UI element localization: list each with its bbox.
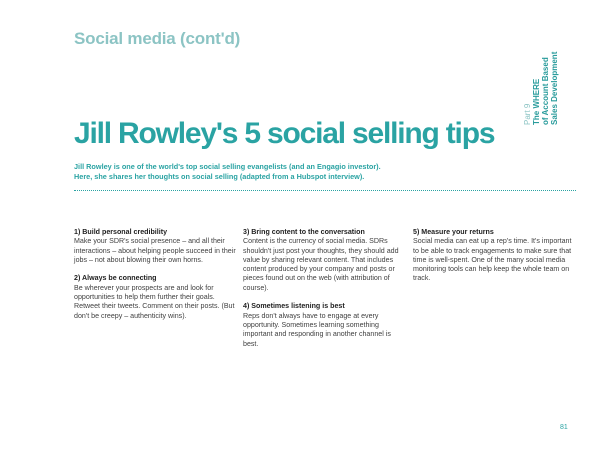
tip-1-body: Make your SDR's social presence – and all their interactions – about helping people succeed in their jobs – not about blowing their own horns. — [74, 237, 236, 264]
side-label — [523, 25, 575, 125]
column-3 — [413, 228, 575, 293]
tip-4 — [243, 302, 405, 348]
tip-1-heading: 1) Build personal credibility — [74, 228, 168, 236]
section-title: Social media (cont'd) — [74, 29, 241, 48]
side-label-part: Part 9 — [523, 103, 532, 125]
page-title: Jill Rowley's 5 social selling tips — [74, 117, 495, 150]
column-1 — [74, 228, 236, 330]
side-label-line-1: The WHERE — [532, 78, 541, 125]
side-label-line-3: Sales Development — [550, 51, 559, 125]
column-2 — [243, 228, 405, 358]
intro-line-1: Jill Rowley is one of the world's top social selling evangelists (and an Engagio investor). — [74, 162, 381, 171]
tip-4-body: Reps don't always have to engage at every opportunity. Sometimes learning something important and responding in another channel is best. — [243, 311, 391, 348]
intro-line-2: Here, she shares her thoughts on social selling (adapted from a Hubspot interview). — [74, 172, 365, 181]
tip-2-body: Be wherever your prospects are and look for opportunities to help them further their goals. Retweet their tweets. Comment on their posts. (But don't be creepy – authenticity wins). — [74, 283, 235, 320]
tip-3-body: Content is the currency of social media. SDRs shouldn't just post your thoughts, they should add value by sharing relevant content. That includes content produced by your company and posts or pieces found out on the web (with attribution of course). — [243, 237, 399, 292]
tip-3 — [243, 228, 405, 293]
dotted-divider — [74, 190, 576, 191]
page-number: 81 — [560, 424, 568, 431]
side-label-text — [523, 25, 559, 125]
tip-3-heading: 3) Bring content to the conversation — [243, 228, 365, 236]
intro-text — [74, 162, 381, 182]
side-label-line-2: of Account Based — [541, 57, 550, 125]
tip-2 — [74, 274, 236, 320]
tip-4-heading: 4) Sometimes listening is best — [243, 302, 345, 311]
tip-5 — [413, 228, 575, 284]
tip-5-body: Social media can eat up a rep's time. It's important to be able to track engagements to make sure that time is well-spent. One of the many social media monitoring tools can help keep the whole team on track. — [413, 237, 572, 283]
tip-1 — [74, 228, 236, 265]
tip-5-heading: 5) Measure your returns — [413, 228, 494, 236]
tip-2-heading: 2) Always be connecting — [74, 274, 157, 283]
